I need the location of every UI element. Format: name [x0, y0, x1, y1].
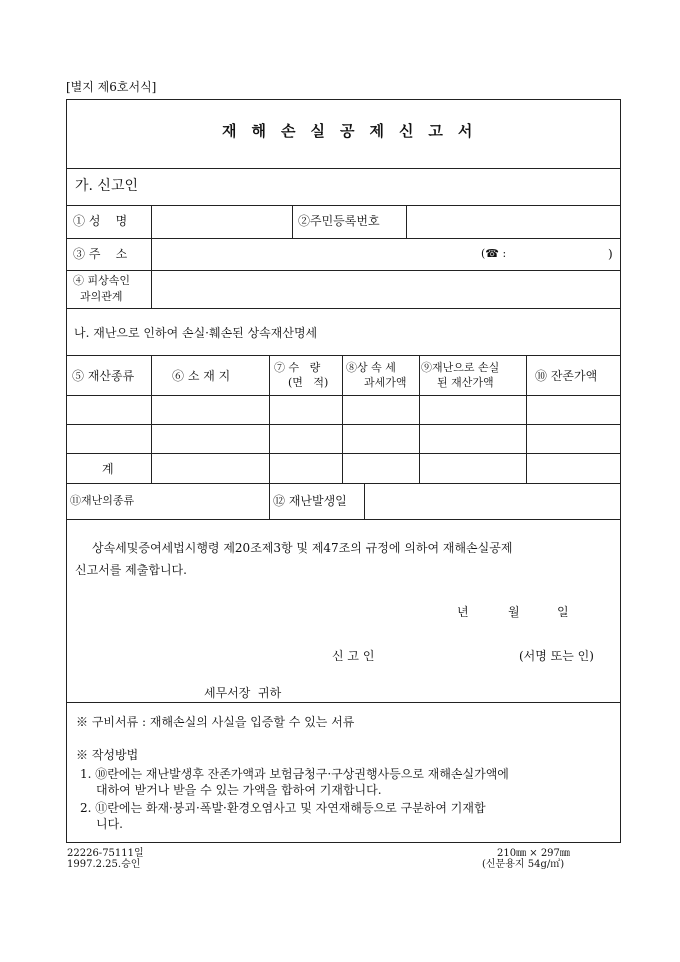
col-header-tax-value-line1: ⑧상 속 세	[346, 361, 396, 374]
rrn-field[interactable]	[407, 206, 620, 238]
disaster-type-label: ⑪재난의종류	[70, 494, 135, 507]
col-header-location: ⑥ 소 재 지	[172, 369, 231, 383]
instruction-1-line1: 1. ⑩란에는 재난발생후 잔존가액과 보험금청구·구상권행사등으로 재해손실가액에	[80, 767, 509, 781]
section-property-heading: 나. 재난으로 인하여 손실·훼손된 상속재산명세	[74, 326, 318, 340]
col-header-remaining-value: ⑩ 잔존가액	[535, 369, 598, 383]
col-header-tax-value-line2: 과세가액	[364, 376, 407, 389]
instructions-title: ※ 작성방법	[76, 748, 139, 762]
footer-approval: 1997.2.25.승인	[67, 859, 141, 870]
phone-prefix: (☎ :	[481, 247, 507, 260]
table-row[interactable]	[67, 396, 620, 424]
instruction-1-line2: 대하여 받거나 받을 수 있는 가액을 합하여 기재합니다.	[96, 783, 382, 797]
disaster-date-field[interactable]	[365, 484, 620, 519]
table-row[interactable]	[67, 425, 620, 453]
recipient-label: 세무서장 귀하	[204, 686, 282, 700]
col-header-loss-value-line2: 된 재산가액	[437, 376, 494, 389]
footer-paper-size: 210㎜ × 297㎜	[497, 848, 570, 859]
name-label: ① 성 명	[73, 214, 128, 228]
relation-field[interactable]	[152, 271, 620, 308]
relation-label-line1: ④ 피상속인	[73, 274, 131, 287]
phone-suffix: )	[608, 247, 613, 261]
col-header-loss-value-line1: ⑨재난으로 손실	[421, 361, 500, 374]
total-row[interactable]	[152, 454, 620, 483]
address-field[interactable]	[152, 239, 472, 270]
name-field[interactable]	[152, 206, 292, 238]
col-header-quantity-line2: (면 적)	[288, 376, 329, 389]
col-header-quantity-line1: ⑦ 수 량	[274, 361, 321, 374]
relation-label-line2: 과의관계	[80, 290, 123, 303]
col-header-property-type: ⑤ 재산종류	[72, 369, 135, 383]
address-label: ③ 주 소	[73, 247, 128, 261]
date-year: 년	[457, 605, 469, 619]
rrn-label: ②주민등록번호	[298, 214, 380, 228]
footer-code: 22226-75111일	[67, 848, 144, 859]
section-applicant-heading: 가. 신고인	[75, 178, 138, 194]
date-day: 일	[557, 605, 569, 619]
declaration-line1: 상속세및증여세법시행령 제20조제3항 및 제47조의 규정에 의하여 재해손실공제	[92, 541, 513, 555]
form-title: 재해손실공제신고서	[222, 122, 488, 140]
disaster-date-label: ⑫ 재난발생일	[273, 494, 347, 508]
signature-label: (서명 또는 인)	[519, 649, 594, 663]
instruction-2-line2: 니다.	[96, 817, 123, 831]
instruction-2-line1: 2. ⑪란에는 화재·붕괴·폭발·환경오염사고 및 자연재해등으로 구분하여 기재합	[80, 801, 486, 815]
reporter-label: 신 고 인	[332, 649, 375, 663]
disaster-type-field[interactable]	[152, 484, 269, 519]
required-documents-note: ※ 구비서류 : 재해손실의 사실을 입증할 수 있는 서류	[76, 715, 355, 729]
declaration-line2: 신고서를 제출합니다.	[75, 563, 187, 577]
footer-paper-type: (신문용지 54g/㎡)	[482, 859, 565, 870]
phone-field[interactable]	[520, 239, 605, 270]
date-month: 월	[508, 605, 520, 619]
form-number-label: [별지 제6호서식]	[66, 80, 157, 94]
total-row-label: 계	[102, 462, 114, 476]
